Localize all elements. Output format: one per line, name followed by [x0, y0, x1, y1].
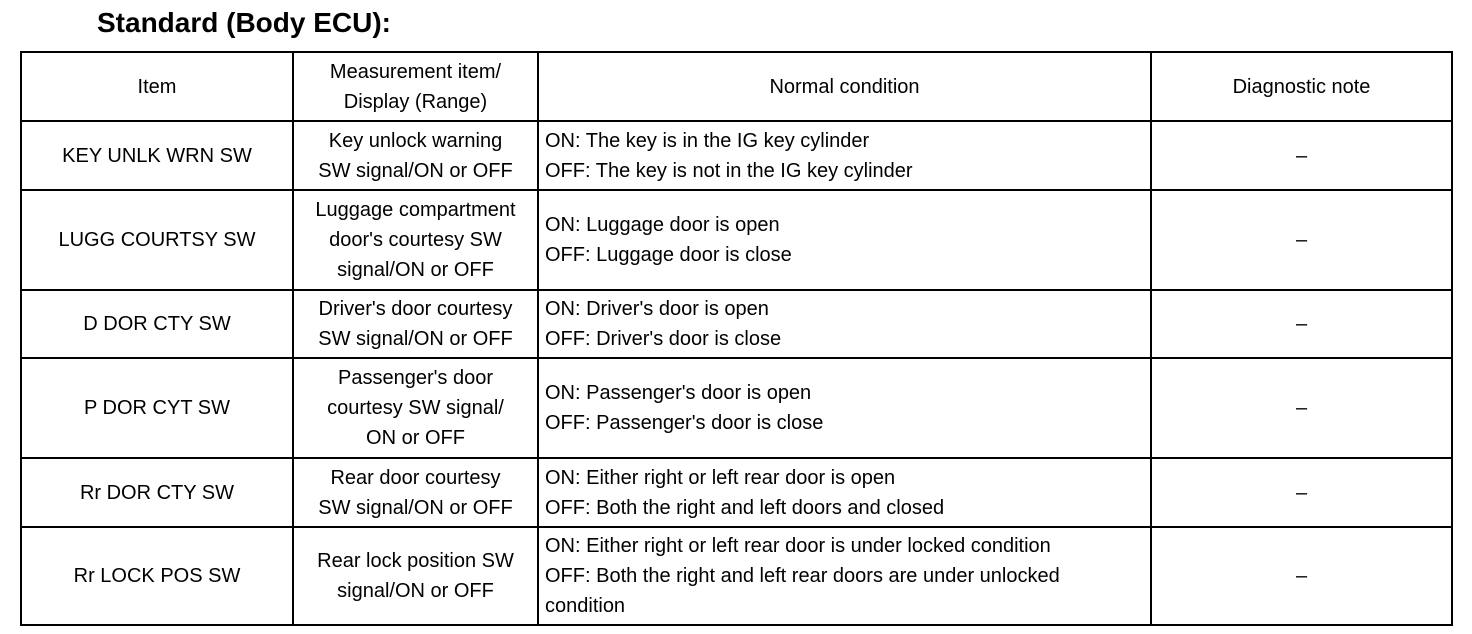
measurement-line: Rear door courtesy	[330, 466, 501, 489]
measurement-cell	[293, 290, 538, 358]
condition-line: condition	[545, 595, 626, 617]
table-row	[21, 358, 1452, 458]
diagnostic-note-cell: –	[1151, 458, 1452, 527]
condition-cell	[538, 290, 1151, 358]
measurement-line: Luggage compartment	[315, 199, 516, 221]
condition-line: ON: Either right or left rear door is under locked condition	[545, 535, 1051, 557]
condition-cell	[538, 358, 1151, 458]
condition-line: ON: Luggage door is open	[545, 214, 780, 236]
measurement-line: Passenger's door	[337, 367, 494, 389]
condition-line: ON: Either right or left rear door is open	[545, 466, 896, 489]
measurement-cell	[293, 458, 538, 527]
measurement-line: ON or OFF	[366, 427, 465, 449]
table-row	[21, 190, 1452, 290]
header-measurement-line: Display (Range)	[343, 90, 488, 113]
condition-cell	[538, 458, 1151, 527]
condition-cell	[538, 527, 1151, 625]
condition-line: OFF: Both the right and left doors and closed	[545, 496, 945, 519]
body-ecu-data-table	[20, 51, 1453, 626]
measurement-cell	[293, 358, 538, 458]
diagnostic-note-cell: –	[1151, 121, 1452, 190]
item-cell: Rr LOCK POS SW	[21, 527, 293, 625]
table-row	[21, 527, 1452, 625]
table-row	[21, 290, 1452, 358]
item-cell: KEY UNLK WRN SW	[21, 121, 293, 190]
header-normal-condition: Normal condition	[538, 52, 1151, 121]
condition-line: OFF: The key is not in the IG key cylinder	[545, 159, 913, 182]
table-header-row	[21, 52, 1452, 121]
condition-cell	[538, 121, 1151, 190]
condition-cell	[538, 190, 1151, 290]
condition-line: OFF: Both the right and left rear doors are under unlocked	[545, 565, 1060, 587]
measurement-line: Key unlock warning	[328, 129, 503, 152]
measurement-line: signal/ON or OFF	[337, 259, 494, 281]
item-cell: Rr DOR CTY SW	[21, 458, 293, 527]
condition-line: ON: The key is in the IG key cylinder	[545, 129, 870, 152]
header-measurement	[293, 52, 538, 121]
diagnostic-note-cell: –	[1151, 290, 1452, 358]
condition-line: ON: Driver's door is open	[545, 298, 769, 320]
diagnostic-note-cell: –	[1151, 358, 1452, 458]
measurement-line: SW signal/ON or OFF	[318, 496, 513, 519]
condition-line: OFF: Driver's door is close	[545, 328, 782, 350]
measurement-line: signal/ON or OFF	[337, 580, 494, 602]
item-cell: D DOR CTY SW	[21, 290, 293, 358]
measurement-cell	[293, 121, 538, 190]
header-item: Item	[21, 52, 293, 121]
header-diagnostic-note: Diagnostic note	[1151, 52, 1452, 121]
measurement-line: SW signal/ON or OFF	[318, 159, 513, 182]
diagnostic-note-cell: –	[1151, 527, 1452, 625]
condition-line: OFF: Passenger's door is close	[545, 412, 824, 434]
page-title: Standard (Body ECU):	[97, 7, 391, 38]
measurement-line: Rear lock position SW	[317, 550, 514, 572]
diagnostic-note-cell: –	[1151, 190, 1452, 290]
item-cell: LUGG COURTSY SW	[21, 190, 293, 290]
table-row	[21, 121, 1452, 190]
measurement-cell	[293, 527, 538, 625]
condition-line: ON: Passenger's door is open	[545, 382, 812, 404]
item-cell: P DOR CYT SW	[21, 358, 293, 458]
table-row	[21, 458, 1452, 527]
header-measurement-line: Measurement item/	[329, 60, 502, 83]
measurement-line: door's courtesy SW	[329, 229, 502, 251]
measurement-cell	[293, 190, 538, 290]
measurement-line: SW signal/ON or OFF	[318, 328, 513, 350]
measurement-line: Driver's door courtesy	[318, 298, 513, 320]
measurement-line: courtesy SW signal/	[327, 397, 504, 419]
condition-line: OFF: Luggage door is close	[545, 244, 792, 266]
